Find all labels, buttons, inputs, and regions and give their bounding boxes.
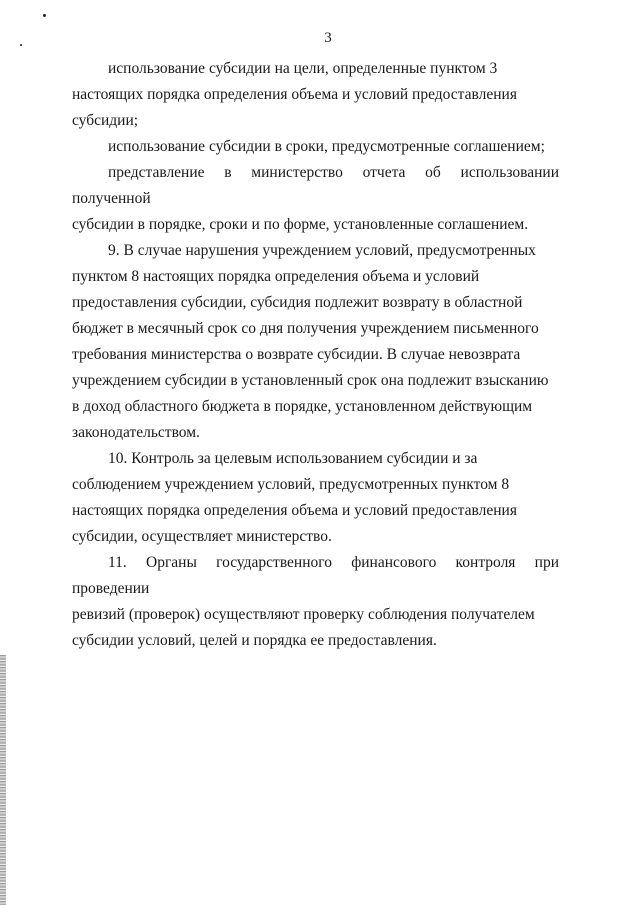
- scan-edge-artifact: [0, 655, 6, 905]
- paragraph-deadline-use: использование субсидии в сроки, предусмотренные соглашением;: [108, 138, 545, 155]
- paragraph-item-9: 9. В случае нарушения учреждением условий, предусмотренных пунктом 8 настоящих порядка определения объема и условий предоставления субсидии, субсидия подлежит возврату в областной бюджет в месячный срок со дня получения учреждением письменного требования министерства о возврате субсидии. В случае невозврата учреждением субсидии в установленный срок она подлежит взысканию в доход областного бюджета в порядке, установленном действующим законодательством.: [72, 242, 549, 441]
- paragraph-item-10: 10. Контроль за целевым использованием субсидии и за соблюдением учреждением условий, предусмотренных пунктом 8 настоящих порядка определения объема и условий предоставления субсидии, осуществляет министерство.: [72, 450, 517, 545]
- paragraph-report-submission: представление в министерство отчета об использовании полученной субсидии в порядке, сроки и по форме, установленные соглашением.: [72, 164, 559, 233]
- paragraph-purpose-use: использование субсидии на цели, определенные пунктом 3 настоящих порядка определения объема и условий предоставления субсидии;: [72, 60, 517, 129]
- document-body: [72, 56, 559, 654]
- paragraph-item-11: 11. Органы государственного финансового контроля при проведении ревизий (проверок) осуществляют проверку соблюдения получателем субсидии условий, целей и порядка ее предоставления.: [72, 554, 559, 649]
- scan-speck-top: [43, 14, 46, 17]
- page-number: 3: [324, 30, 332, 46]
